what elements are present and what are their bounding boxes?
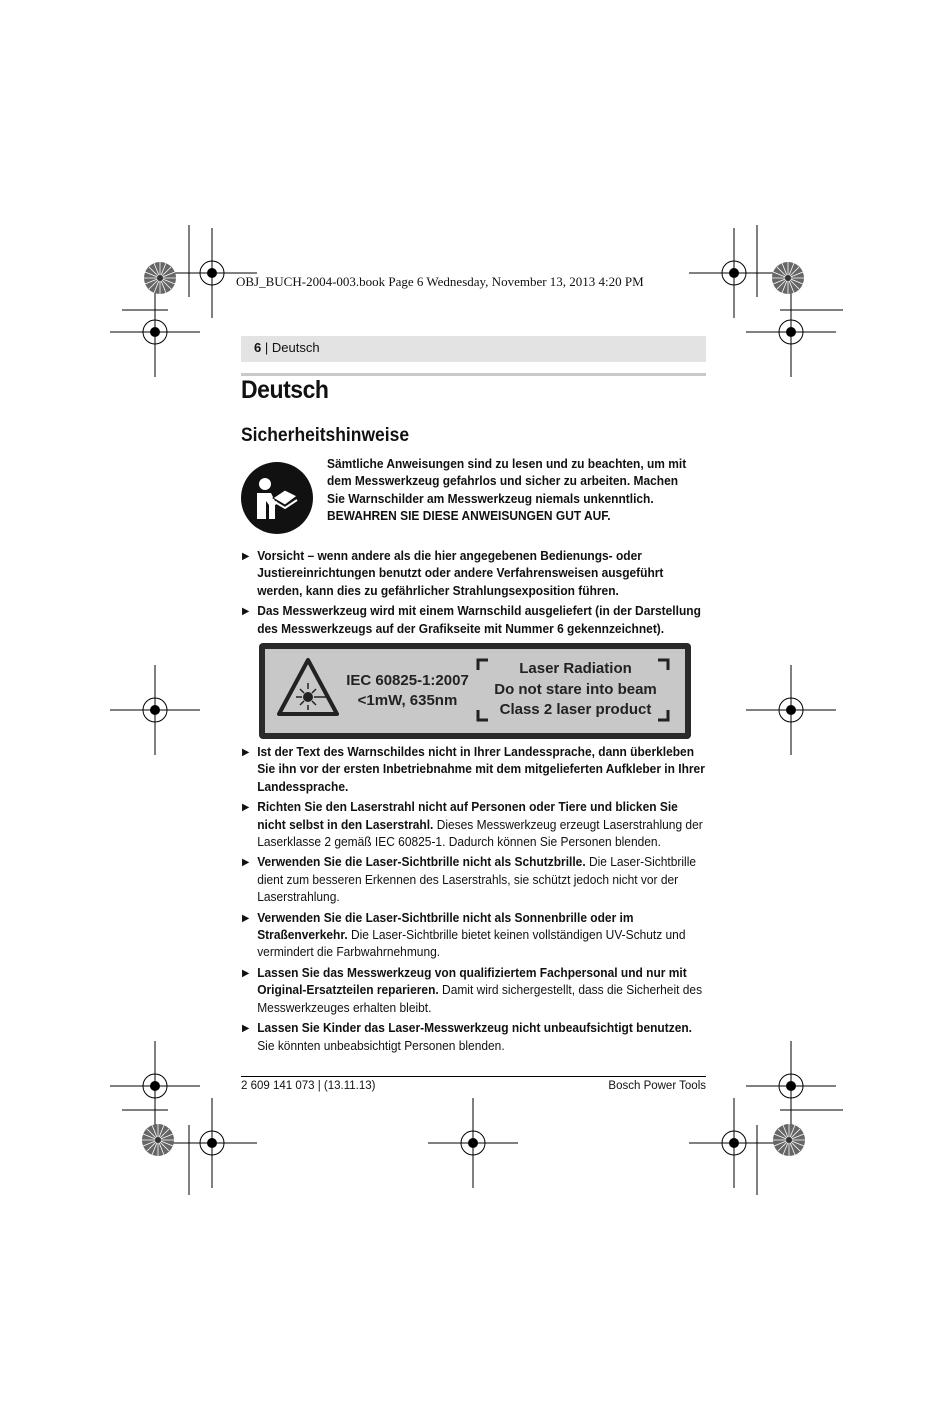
safety-item-bold: Ist der Text des Warnschildes nicht in Ihrer Landessprache, dann überkleben Sie ihn vor der ersten Inbetriebnahme mit dem mitgelieferten Aufkleber in Ihrer Landessprache.: [257, 745, 705, 794]
header-separator: |: [264, 340, 269, 355]
safety-item-text: Damit wird sichergestellt, dass die Sicherheit des Messwerkzeuges erhalten bleibt.: [257, 983, 703, 1015]
safety-list-item: [242, 910, 708, 962]
laser-line-2: Do not stare into beam: [494, 680, 657, 698]
bullet-arrow-icon: ▶: [242, 747, 250, 758]
safety-list-item: [242, 965, 708, 1017]
bullet-arrow-icon: ▶: [242, 967, 250, 979]
laser-standard-text: IEC 60825-1:2007: [346, 672, 469, 689]
bullet-arrow-icon: ▶: [242, 857, 250, 869]
safety-item-bold: Richten Sie den Laserstrahl nicht auf Personen oder Tiere und blicken Sie nicht selbst in den Laserstrahl.: [257, 800, 678, 832]
safety-item-bold: Vorsicht – wenn andere als die hier angegebenen Bedienungs- oder Justiereinrichtungen benutzt oder andere Verfahrensweisen ausgeführt werden, kann dies zu gefährlicher Strahlungsexposition führen.: [257, 549, 664, 598]
laser-warning-icon: [277, 657, 339, 717]
footer-brand: Bosch Power Tools: [608, 1080, 706, 1092]
footer-doc-number: 2 609 141 073 | (13.11.13): [241, 1080, 376, 1092]
safety-item-bold: Verwenden Sie die Laser-Sichtbrille nicht als Schutzbrille.: [257, 855, 586, 870]
safety-list-item: [242, 603, 708, 638]
laser-power-text: <1mW, 635nm: [357, 692, 458, 709]
header-section: Deutsch: [271, 340, 320, 355]
page-number: 6: [254, 340, 262, 355]
safety-list-top: [242, 548, 708, 641]
laser-line-3: Class 2 laser product: [499, 701, 652, 718]
safety-item-text: Sie könnten unbeabsichtigt Personen blenden.: [257, 1038, 505, 1053]
safety-list-item: [242, 548, 708, 600]
safety-list-item: [242, 799, 708, 851]
safety-list-item: [242, 854, 708, 906]
page-title: Deutsch: [241, 376, 329, 404]
laser-line-1: Laser Radiation: [519, 660, 632, 677]
page-header: [254, 340, 320, 355]
safety-item-bold: Lassen Sie Kinder das Laser-Messwerkzeug nicht unbeaufsichtigt benutzen.: [257, 1021, 693, 1036]
laser-standard: [345, 671, 470, 711]
safety-item-text: Dieses Messwerkzeug erzeugt Laserstrahlung der Laserklasse 2 gemäß IEC 60825-1. Dadurch können Sie Personen blenden.: [257, 817, 703, 850]
safety-item-bold: Verwenden Sie die Laser-Sichtbrille nicht als Sonnenbrille oder im Straßenverkehr.: [257, 910, 634, 943]
safety-list-item: [242, 744, 708, 796]
safety-item-bold: Lassen Sie das Messwerkzeug von qualifiziertem Fachpersonal und nur mit Original-Ersatzteilen reparieren.: [257, 965, 687, 998]
section-title: Sicherheitshinweise: [241, 425, 410, 446]
file-info-line: OBJ_BUCH-2004-003.book Page 6 Wednesday, November 13, 2013 4:20 PM: [236, 274, 644, 289]
read-manual-icon: [241, 462, 313, 534]
intro-warning: Sämtliche Anweisungen sind zu lesen und zu beachten, um mit dem Messwerkzeug gefahrlos und sicher zu arbeiten. Machen Sie Warnschilder am Messwerkzeug niemals unkenntlich. BEWAHREN SIE DIESE ANWEISUNGEN GUT AUF.: [327, 457, 687, 524]
safety-item-bold: Das Messwerkzeug wird mit einem Warnschild ausgeliefert (in der Darstellung des Messwerkzeugs auf der Grafikseite mit Nummer 6 gekennzeichnet).: [257, 604, 701, 636]
safety-item-text: Die Laser-Sichtbrille bietet keinen vollständigen UV-Schutz und vermindert die Farbwahrnehmung.: [257, 928, 686, 960]
bullet-arrow-icon: ▶: [242, 912, 250, 924]
safety-list-bottom: [242, 744, 708, 1058]
bullet-arrow-icon: ▶: [242, 606, 250, 618]
safety-list-item: [242, 1020, 708, 1055]
bullet-arrow-icon: ▶: [242, 551, 250, 562]
laser-radiation-text: [483, 659, 668, 721]
bullet-arrow-icon: ▶: [242, 802, 250, 814]
safety-item-text: Die Laser-Sichtbrille dient zum besseren Erkennen des Laserstrahls, sie schützt jedoch nicht vor der Laserstrahlung.: [257, 855, 697, 905]
footer-rule: [241, 1076, 706, 1077]
bullet-arrow-icon: ▶: [242, 1023, 250, 1035]
